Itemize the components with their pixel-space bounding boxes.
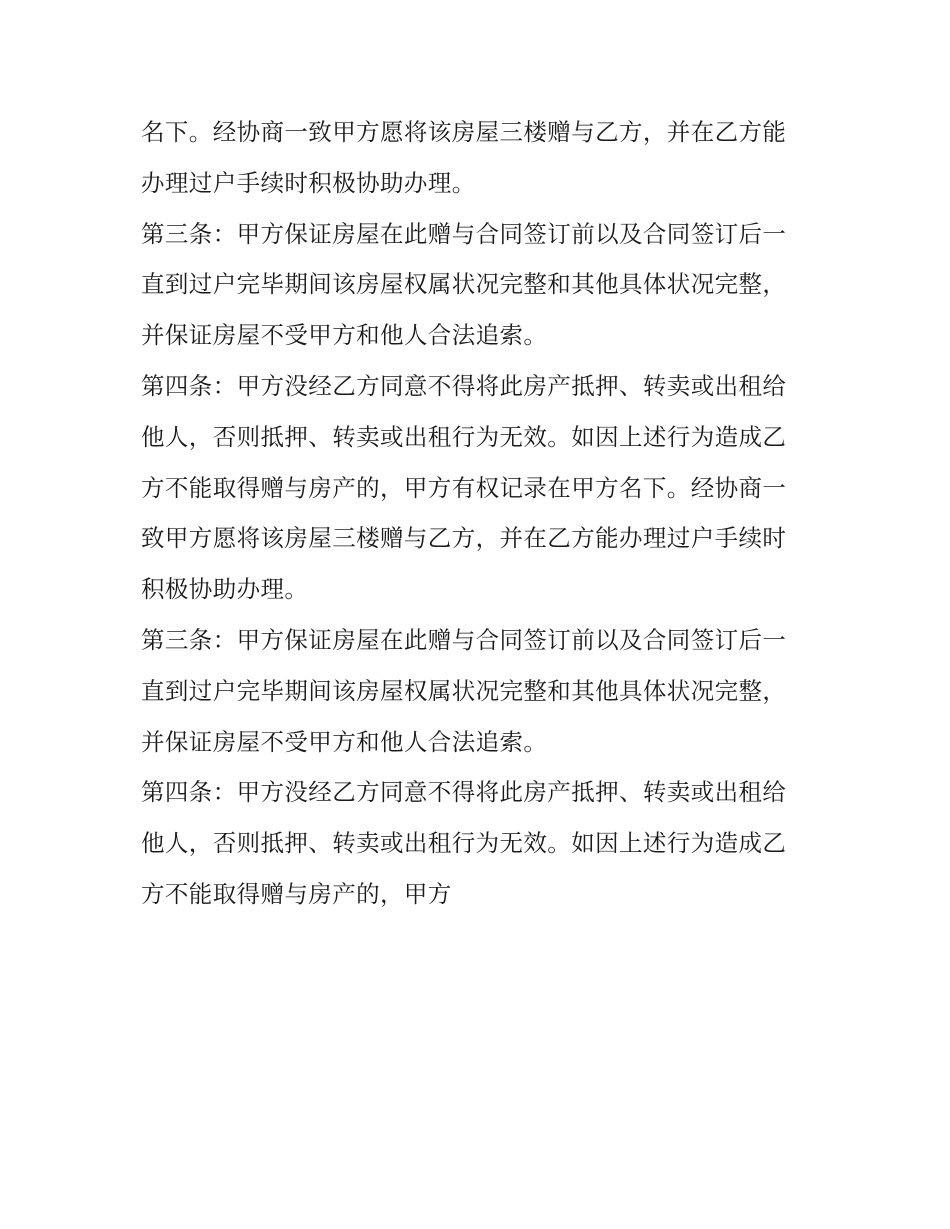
text-line: 积极协助办理。 [141,575,309,604]
text-line: 致甲方愿将该房屋三楼赠与乙方，并在乙方能办理过户手续时 [141,524,787,553]
text-line: 直到过户完毕期间该房屋权属状况完整和其他具体状况完整， [141,676,787,705]
text-line: 并保证房屋不受甲方和他人合法追索。 [141,321,548,350]
text-line: 他人，否则抵押、转卖或出租行为无效。如因上述行为造成乙 [141,422,787,451]
text-line: 他人，否则抵押、转卖或出租行为无效。如因上述行为造成乙 [141,829,787,858]
text-line: 方不能取得赠与房产的，甲方有权记录在甲方名下。经协商一 [141,473,787,502]
text-line: 第四条：甲方没经乙方同意不得将此房产抵押、转卖或出租给 [141,778,787,807]
text-line: 第四条：甲方没经乙方同意不得将此房产抵押、转卖或出租给 [141,371,787,400]
text-line: 第三条：甲方保证房屋在此赠与合同签订前以及合同签订后一 [141,625,787,654]
text-line: 第三条：甲方保证房屋在此赠与合同签订前以及合同签订后一 [141,219,787,248]
contract-text-body [141,107,821,920]
text-line: 直到过户完毕期间该房屋权属状况完整和其他具体状况完整， [141,270,787,299]
text-line: 名下。经协商一致甲方愿将该房屋三楼赠与乙方，并在乙方能 [141,118,787,146]
text-line: 并保证房屋不受甲方和他人合法追索。 [141,727,548,756]
text-line: 方不能取得赠与房产的，甲方 [141,879,452,908]
text-line: 办理过户手续时积极协助办理。 [141,168,476,197]
